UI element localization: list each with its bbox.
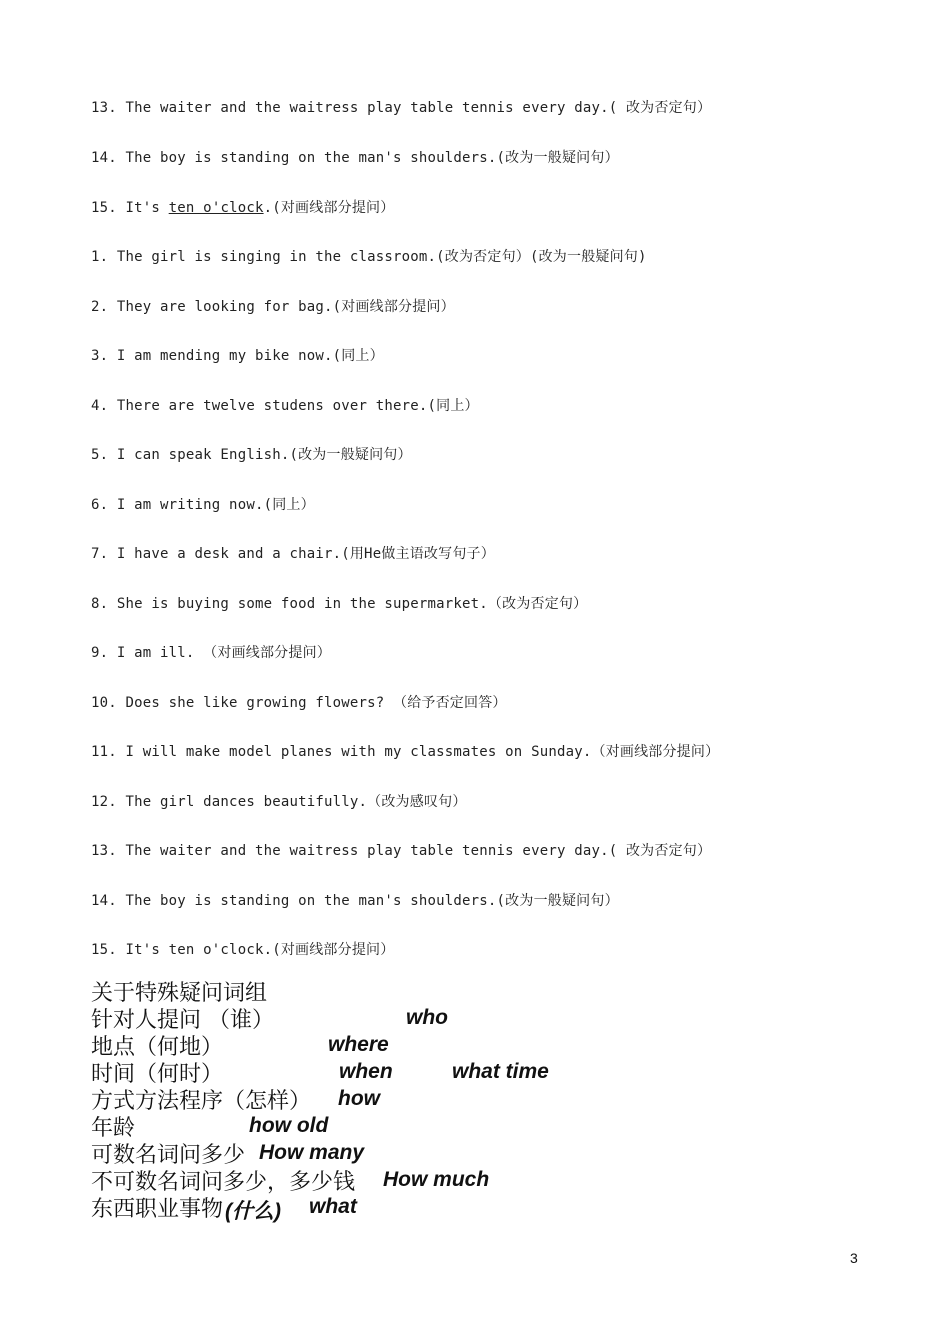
exercise-line: 13. The waiter and the waitress play table tennis every day.( 改为否定句） <box>91 100 712 116</box>
exercise-line: 2. They are looking for bag.(对画线部分提问） <box>91 299 455 315</box>
vocab-heading: 关于特殊疑问词组 <box>91 981 268 1006</box>
exercise-line: 14. The boy is standing on the man's shoulders.(改为一般疑问句） <box>91 893 619 909</box>
exercise-line: 8. She is buying some food in the supermarket.（改为否定句） <box>91 596 588 612</box>
vocab-keyword: How much <box>383 1168 490 1191</box>
exercise-line: 6. I am writing now.(同上） <box>91 497 315 513</box>
exercise-line: 7. I have a desk and a chair.(用He做主语改写句子） <box>91 546 495 562</box>
vocab-keyword: when <box>339 1060 393 1083</box>
exercise-line: 10. Does she like growing flowers? （给予否定回答） <box>91 695 507 711</box>
vocab-label: 地点（何地） <box>91 1035 224 1060</box>
vocab-keyword: how old <box>249 1114 329 1137</box>
exercise-line: 5. I can speak English.(改为一般疑问句） <box>91 447 412 463</box>
vocab-label: 不可数名词问多少，多少钱 <box>91 1170 356 1195</box>
exercise-line <box>91 197 394 217</box>
exercise-line: 15. It's ten o'clock.(对画线部分提问） <box>91 942 395 958</box>
exercise-prefix: 15. It's <box>91 200 169 216</box>
vocab-label: 针对人提问 （谁） <box>91 1008 274 1033</box>
exercise-line: 13. The waiter and the waitress play table tennis every day.( 改为否定句） <box>91 843 712 859</box>
vocab-keyword: what <box>309 1195 357 1218</box>
exercise-line: 11. I will make model planes with my classmates on Sunday.（对画线部分提问） <box>91 744 720 760</box>
vocab-keyword: how <box>338 1087 380 1110</box>
underlined-phrase: ten o'clock <box>168 200 264 216</box>
vocab-label: 方式方法程序（怎样） <box>91 1089 312 1114</box>
vocab-keyword: what time <box>452 1060 549 1083</box>
exercise-suffix: .(对画线部分提问） <box>263 200 395 216</box>
vocab-label: 东西职业事物 <box>91 1197 224 1222</box>
exercise-line: 12. The girl dances beautifully.（改为感叹句） <box>91 794 467 810</box>
vocab-label: 时间（何时） <box>91 1062 224 1087</box>
exercise-line: 4. There are twelve studens over there.(同上） <box>91 398 479 414</box>
exercise-line: 3. I am mending my bike now.(同上） <box>91 348 384 364</box>
vocab-label: 年龄 <box>91 1116 136 1141</box>
page-number: 3 <box>850 1250 858 1266</box>
vocab-label: 可数名词问多少 <box>91 1143 246 1168</box>
vocab-keyword: (什么) <box>225 1200 281 1223</box>
vocab-keyword: who <box>406 1006 448 1029</box>
vocab-keyword: where <box>328 1033 389 1056</box>
exercise-line: 14. The boy is standing on the man's shoulders.(改为一般疑问句） <box>91 150 619 166</box>
exercise-line: 9. I am ill. （对画线部分提问） <box>91 645 331 661</box>
exercise-line: 1. The girl is singing in the classroom.(改为否定句）(改为一般疑问句) <box>91 249 647 265</box>
vocab-keyword: How many <box>259 1141 365 1164</box>
